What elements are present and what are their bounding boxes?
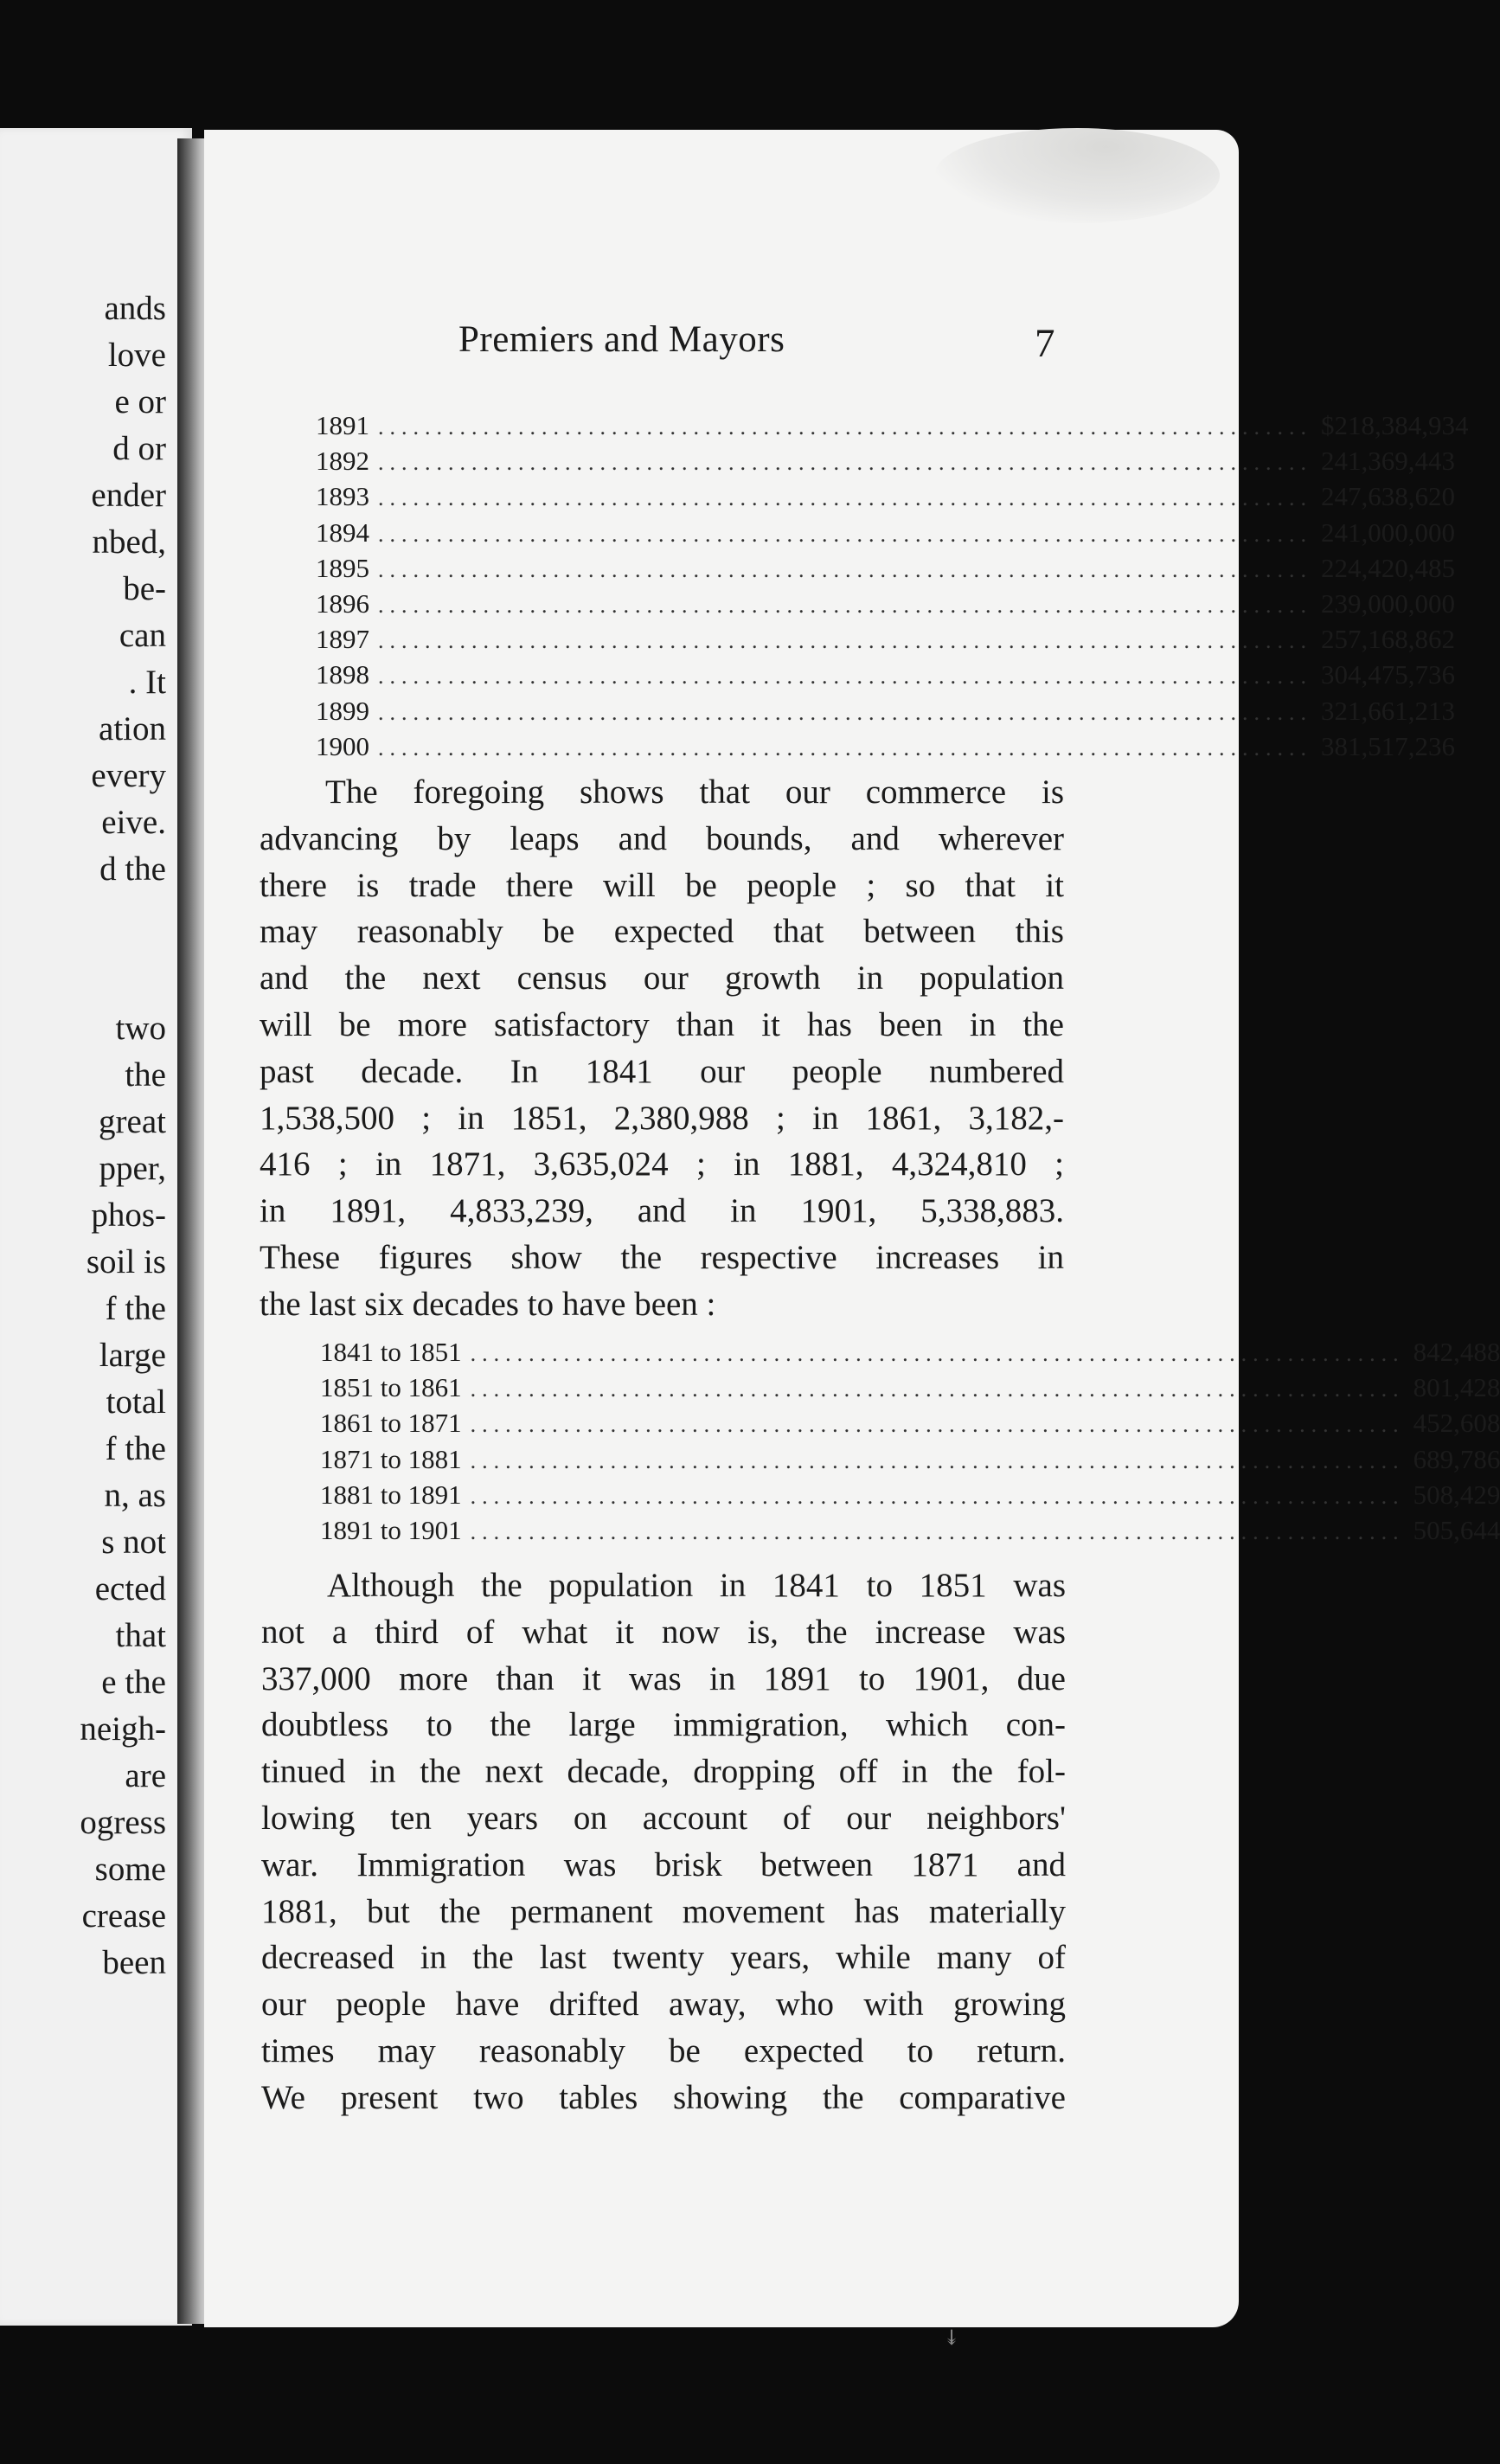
leader-dots: ................................................................................	[470, 1412, 1405, 1438]
trade-table-row-value: 257,168,862	[1321, 624, 1455, 655]
left-page-text-fragment: s not	[101, 1524, 166, 1561]
text-line: will be more satisfactory than it has been in the	[260, 1005, 1064, 1043]
text-line: advancing by leaps and bounds, and wherever	[260, 819, 1064, 857]
left-page-text-fragment: pper,	[99, 1150, 166, 1187]
left-page-text-fragment: some	[94, 1851, 166, 1888]
leader-dots: ................................................................................	[470, 1519, 1405, 1545]
left-page	[0, 128, 192, 2326]
left-page-text-fragment: f the	[105, 1290, 166, 1327]
left-page-text-fragment: large	[99, 1337, 166, 1374]
paragraph-commerce	[260, 769, 1064, 1328]
leader-dots: ................................................................................	[378, 556, 1312, 582]
trade-table-row	[316, 479, 1455, 515]
left-page-text-fragment: the	[125, 1056, 166, 1094]
left-page-text-fragment: ender	[91, 477, 166, 514]
left-page-text-fragment: soil is	[86, 1243, 166, 1280]
trade-table-row	[316, 694, 1455, 729]
left-page-text-fragment: phos-	[91, 1197, 166, 1234]
increase-table-row-value: 505,644	[1413, 1515, 1500, 1546]
trade-table-row-label: 1900	[316, 730, 369, 761]
trade-table-row-label: 1892	[316, 446, 369, 477]
left-page-text-fragment: nbed,	[92, 523, 166, 561]
left-page-text-fragment: two	[115, 1010, 166, 1047]
increase-table-row-label: 1851 to 1861	[320, 1372, 462, 1403]
page-number: 7	[1035, 321, 1055, 366]
increase-table-row	[320, 1335, 1500, 1370]
increase-table-row-value: 452,608	[1413, 1408, 1500, 1439]
left-page-text-fragment: . It	[128, 664, 166, 701]
trade-table-row	[316, 444, 1455, 479]
increase-table-row-value: 508,429	[1413, 1479, 1500, 1510]
left-page-text-fragment: be-	[123, 570, 166, 607]
left-page-text-fragment: love	[107, 337, 166, 374]
text-line: 337,000 more than it was in 1891 to 1901, due	[261, 1659, 1066, 1697]
text-line: past decade. In 1841 our people numbered	[260, 1052, 1064, 1090]
text-line: may reasonably be expected that between this	[260, 913, 1064, 951]
left-page-text-fragment: ected	[94, 1570, 166, 1607]
leader-dots: ................................................................................	[470, 1341, 1405, 1366]
left-page-text-fragment: d or	[112, 430, 166, 467]
text-line: our people have drifted away, who with growing	[261, 1986, 1066, 2024]
increase-table-row-value: 689,786	[1413, 1443, 1500, 1474]
left-page-text-fragment: e or	[114, 383, 166, 420]
text-line: Although the population in 1841 to 1851 was	[327, 1567, 1066, 1604]
left-page-text-fragment: e the	[101, 1664, 166, 1701]
page-stain	[934, 128, 1220, 223]
text-line: 416 ; in 1871, 3,635,024 ; in 1881, 4,324,810 ;	[260, 1145, 1064, 1184]
trade-table-row-label: 1899	[316, 695, 369, 726]
text-line: not a third of what it now is, the increase was	[261, 1613, 1066, 1651]
left-page-text-fragment: eive.	[101, 804, 166, 841]
text-line: war. Immigration was brisk between 1871 and	[261, 1845, 1066, 1883]
left-page-text-fragment: total	[106, 1383, 166, 1421]
trade-table-row	[316, 658, 1455, 693]
text-line: lowing ten years on account of our neighbors'	[261, 1799, 1066, 1837]
text-line: These figures show the respective increases in	[260, 1238, 1064, 1276]
trade-table-row	[316, 516, 1455, 551]
leader-dots: ................................................................................	[470, 1376, 1405, 1402]
text-line: The foregoing shows that our commerce is	[325, 773, 1064, 811]
trade-table-row-label: 1897	[316, 624, 369, 655]
increase-table-row	[320, 1406, 1500, 1441]
increase-table-row-label: 1871 to 1881	[320, 1443, 462, 1474]
left-page-text-fragment: been	[102, 1944, 166, 1981]
left-page-text-fragment: ands	[104, 290, 166, 327]
trade-table-row	[316, 622, 1455, 658]
trade-table-row	[316, 587, 1455, 622]
trade-table-row-label: 1895	[316, 552, 369, 583]
leader-dots: ................................................................................	[378, 414, 1312, 440]
trade-table	[316, 408, 1469, 765]
trade-table-row-label: 1894	[316, 517, 369, 548]
increase-table-row-label: 1891 to 1901	[320, 1515, 462, 1546]
trade-table-row-value: 321,661,213	[1321, 695, 1455, 726]
trade-table-row-label: 1898	[316, 659, 369, 690]
trade-table-row-value: 381,517,236	[1321, 730, 1455, 761]
left-page-text-fragment: great	[99, 1103, 166, 1140]
leader-dots: ................................................................................	[378, 521, 1312, 547]
left-page-text-fragment: that	[115, 1617, 166, 1654]
trade-table-row-value: 224,420,485	[1321, 552, 1455, 583]
increase-table-row	[320, 1442, 1500, 1478]
trade-table-row	[316, 551, 1455, 587]
increase-table-row	[320, 1478, 1500, 1513]
trade-table-row-value: 241,000,000	[1321, 517, 1455, 548]
leader-dots: ................................................................................	[378, 450, 1312, 476]
increase-table	[320, 1335, 1500, 1549]
left-page-text-fragment: n, as	[104, 1477, 166, 1514]
left-page-text-fragment: ogress	[80, 1804, 166, 1841]
text-line: doubtless to the large immigration, which con-	[261, 1706, 1066, 1744]
leader-dots: ................................................................................	[378, 593, 1312, 619]
left-page-text-fragment: are	[125, 1757, 166, 1794]
left-page-text-fragment: crease	[81, 1897, 166, 1935]
trade-table-row-value: 304,475,736	[1321, 659, 1455, 690]
increase-table-row	[320, 1513, 1500, 1549]
left-page-text-fragment: f the	[105, 1430, 166, 1467]
leader-dots: ................................................................................	[470, 1447, 1405, 1473]
increase-table-row	[320, 1370, 1500, 1406]
text-line: there is trade there will be people ; so that it	[260, 866, 1064, 904]
left-page-text-fragment: can	[119, 617, 166, 654]
left-page-text-fragment: ation	[99, 710, 166, 748]
text-line: the last six decades to have been :	[260, 1285, 716, 1323]
trade-table-row-value: 241,369,443	[1321, 446, 1455, 477]
leader-dots: ................................................................................	[378, 628, 1312, 654]
leader-dots: ................................................................................	[378, 735, 1312, 760]
text-line: decreased in the last twenty years, while many of	[261, 1939, 1066, 1977]
trade-table-row-label: 1891	[316, 410, 369, 440]
text-line: tinued in the next decade, dropping off in the fol-	[261, 1753, 1066, 1791]
text-line: and the next census our growth in population	[260, 959, 1064, 998]
increase-table-row-label: 1881 to 1891	[320, 1479, 462, 1510]
trade-table-row-label: 1893	[316, 481, 369, 512]
left-page-text-fragment: every	[91, 757, 166, 794]
increase-table-row-value: 801,428	[1413, 1372, 1500, 1403]
text-line: We present two tables showing the comparative	[261, 2078, 1066, 2116]
leader-dots: ................................................................................	[378, 485, 1312, 511]
paper-mark: ↡	[943, 2327, 961, 2350]
text-line: times may reasonably be expected to return.	[261, 2031, 1066, 2069]
increase-table-row-label: 1841 to 1851	[320, 1337, 462, 1367]
trade-table-row-value: 239,000,000	[1321, 588, 1455, 619]
text-line: 1,538,500 ; in 1851, 2,380,988 ; in 1861, 3,182,-	[260, 1099, 1064, 1137]
increase-table-row-label: 1861 to 1871	[320, 1408, 462, 1439]
leader-dots: ................................................................................	[378, 664, 1312, 690]
text-line: 1881, but the permanent movement has materially	[261, 1892, 1066, 1930]
left-page-text-fragment: d the	[99, 850, 166, 888]
paragraph-immigration	[261, 1562, 1066, 2121]
trade-table-row	[316, 729, 1455, 765]
leader-dots: ................................................................................	[470, 1483, 1405, 1509]
trade-table-row-value: $218,384,934	[1321, 410, 1469, 440]
increase-table-row-value: 842,488	[1413, 1337, 1500, 1367]
running-title: Premiers and Mayors	[458, 319, 785, 360]
text-line: in 1891, 4,833,239, and in 1901, 5,338,883.	[260, 1192, 1064, 1230]
leader-dots: ................................................................................	[378, 699, 1312, 725]
left-page-text-fragment: neigh-	[80, 1710, 166, 1748]
trade-table-row-label: 1896	[316, 588, 369, 619]
trade-table-row-value: 247,638,620	[1321, 481, 1455, 512]
trade-table-row	[316, 408, 1469, 444]
